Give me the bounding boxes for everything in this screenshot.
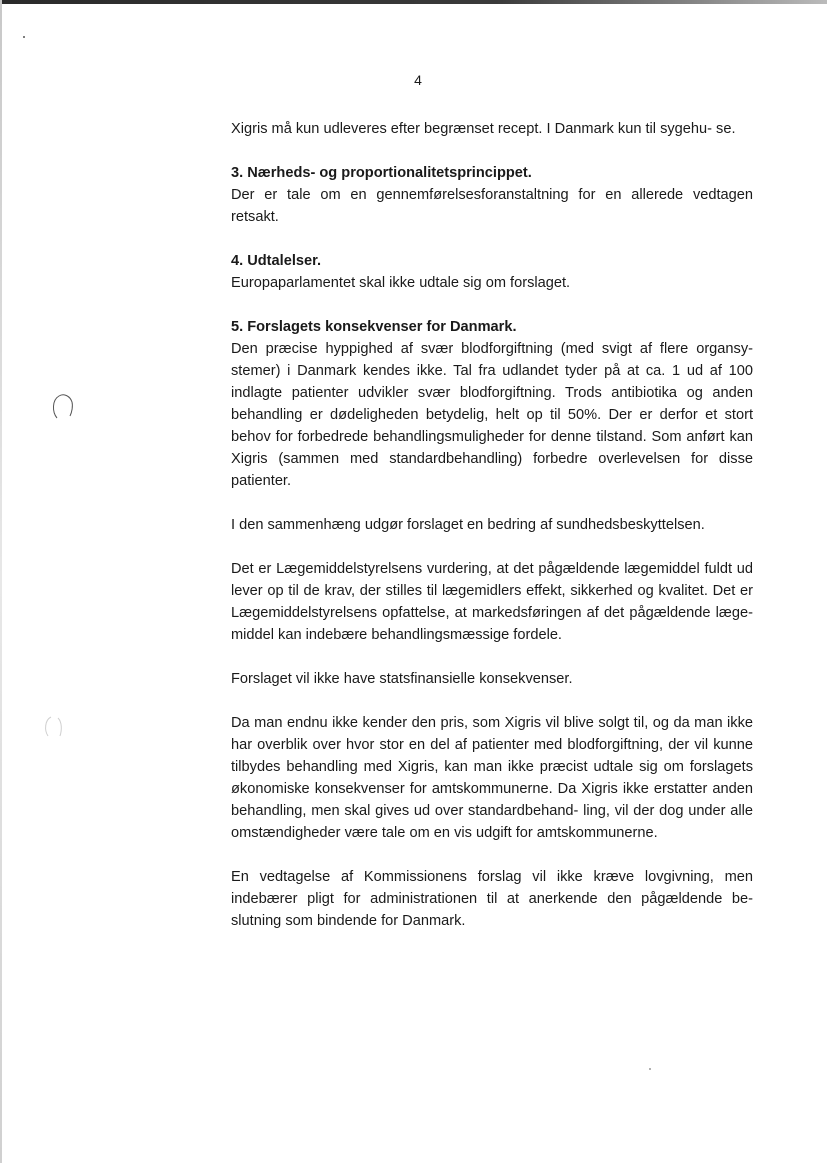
section-paragraph: Europaparlamentet skal ikke udtale sig om forslaget.: [231, 275, 571, 291]
section-paragraph: Den præcise hyppighed af svær blodforgiftning (med svigt af flere organsy- stemer) i Danmark kendes ikke. Tal fra udlandet tyder på at ca. 1 ud af 100 indlagte patienter udvikler svær blodforgiftning. Trods antibiotika og anden behandling er dødeligheden betydelig, helt op til 50%. Der er derfor et stort behov for forbedrede behandlingsmuligheder for denne tilstand. Som anført kan Xigris (sammen med standardbehandling) forbedre overlevelsen for disse patienter.: [231, 341, 753, 489]
scan-edge-top: [0, 0, 827, 4]
scan-speck: [649, 1068, 651, 1070]
scan-edge-left: [0, 0, 2, 1163]
section-paragraph: Der er tale om en gennemførelsesforanstaltning for en allerede vedtagen retsakt.: [231, 187, 753, 225]
section-paragraph: Det er Lægemiddelstyrelsens vurdering, at det pågældende lægemiddel fuldt ud lever op til de krav, der stilles til lægemidlers effekt, sikkerhed og kvalitet. Det er Lægemiddelstyrelsens opfattelse, at markedsføringen af det pågældende læge-middel kan indebære behandlingsmæssige fordele.: [231, 561, 753, 643]
hole-punch-mark: [50, 392, 76, 422]
section-heading-statements: 4. Udtalelser.: [231, 253, 322, 269]
scan-speck: [23, 36, 25, 38]
section-paragraph: Da man endnu ikke kender den pris, som Xigris vil blive solgt til, og da man ikke har overblik over hvor stor en del af patienter med blodforgiftning, der vil kunne tilbydes behandling med Xigris, kan man ikke præcist udtale sig om forslagets økonomiske konsekvenser for amtskommunerne. Da Xigris ikke erstatter anden behandling, men skal gives ud over standardbehand- ling, vil der dog under alle omstændigheder være tale om en vis udgift for amtskommunerne.: [231, 715, 753, 841]
section-paragraph: En vedtagelse af Kommissionens forslag vil ikke kræve lovgivning, men indebærer pligt for administrationen til at anerkende den pågældende be- slutning som bindende for Danmark.: [231, 869, 753, 929]
section-heading-consequences: 5. Forslagets konsekvenser for Danmark.: [231, 319, 517, 335]
intro-paragraph: Xigris må kun udleveres efter begrænset recept. I Danmark kun til sygehu- se.: [231, 121, 736, 137]
faint-scan-mark: [40, 712, 68, 742]
section-paragraph: Forslaget vil ikke have statsfinansielle konsekvenser.: [231, 671, 573, 687]
page-number: 4: [414, 72, 422, 88]
document-body: [231, 118, 753, 932]
section-paragraph: I den sammenhæng udgør forslaget en bedring af sundhedsbeskyttelsen.: [231, 517, 705, 533]
section-heading-subsidiarity: 3. Nærheds- og proportionalitetsprincippet.: [231, 165, 532, 181]
